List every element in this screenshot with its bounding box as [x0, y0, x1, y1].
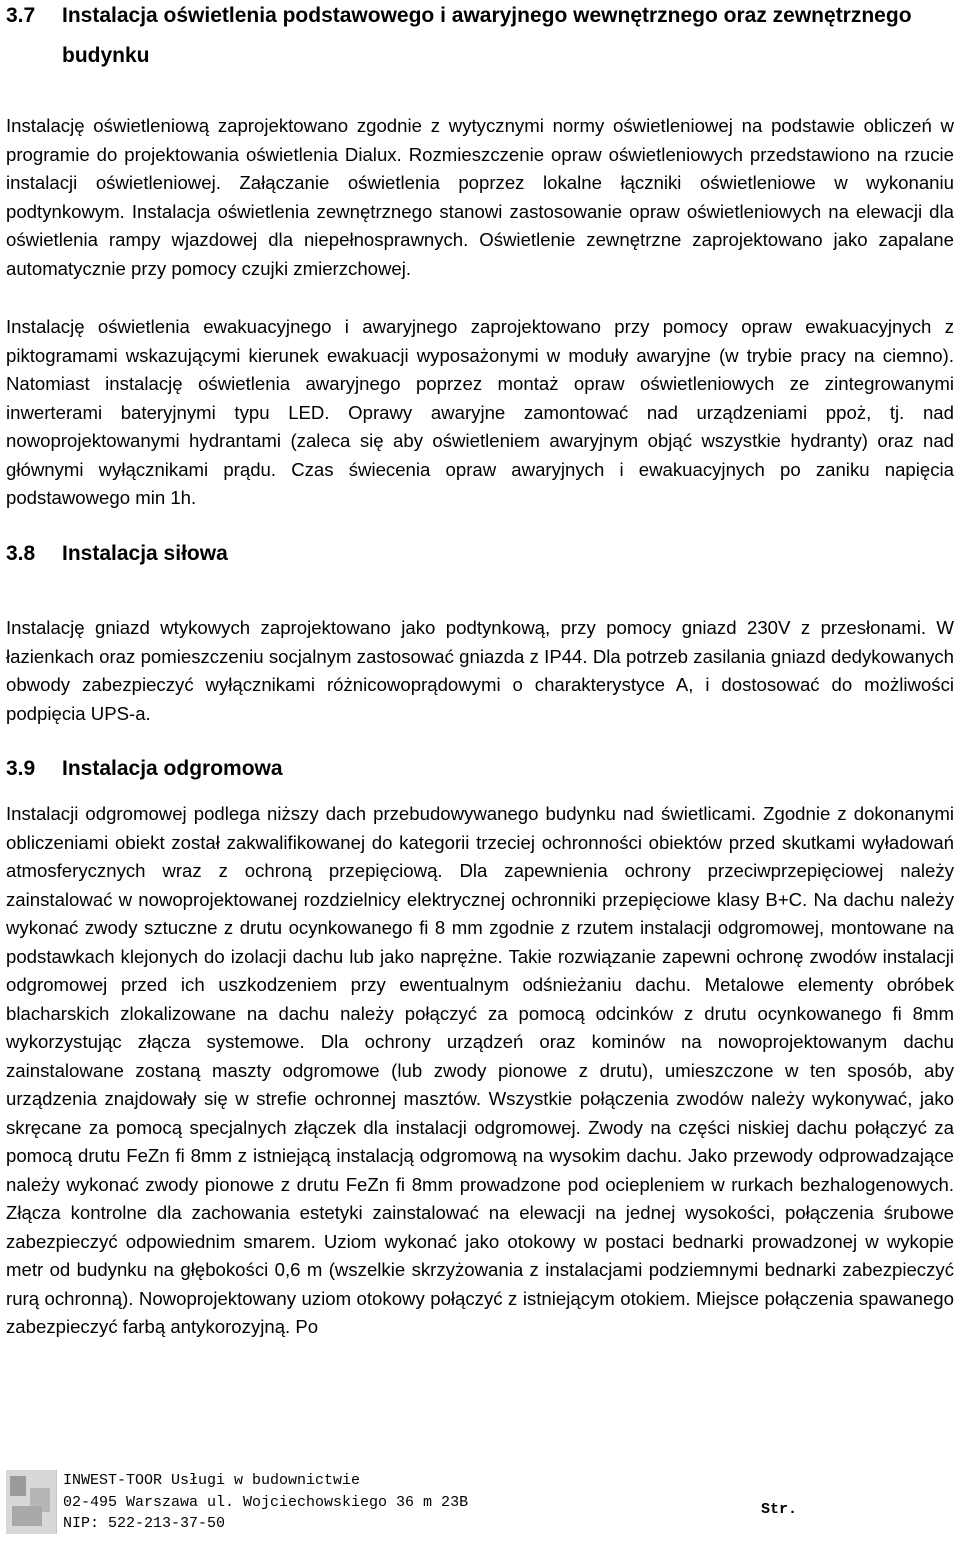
company-logo: [6, 1470, 57, 1534]
page-footer: [6, 1470, 954, 1536]
section-3-8-heading: [6, 534, 228, 574]
paragraph-power-installation: Instalację gniazd wtykowych zaprojektowano jako podtynkową, przy pomocy gniazd 230V z przesłonami. W łazienkach oraz pomieszczeniu socjalnym zastosować gniazda z IP44. Dla potrzeb zasilania gniazd dedykowanych obwody zabezpieczyć wyłącznikami różnicowoprądowymi o charakterystyce A, i dostosować do możliwości podpięcia UPS-a.: [6, 617, 954, 724]
company-nip: NIP: 522-213-37-50: [63, 1515, 226, 1532]
section-number: 3.7: [6, 4, 36, 27]
company-address: 02-495 Warszawa ul. Wojciechowskiego 36 m 23B: [63, 1493, 469, 1511]
section-3-7-heading: [6, 0, 912, 36]
paragraph-emergency-lighting: Instalację oświetlenia ewakuacyjnego i awaryjnego zaprojektowano przy pomocy opraw ewakuacyjnych z piktogramami wskazującymi kierunek ewakuacji wyposażonymi w moduły awaryjne (w trybie pracy na ciemno). Natomiast instalację oświetlenia awaryjnego poprzez montaż opraw oświetleniowych ze zintegrowanymi inwerterami bateryjnymi typu LED. Oprawy awaryjne zamontować nad urządzeniami ppoż, tj. nad nowoprojektowanymi hydrantami (zaleca się aby oświetleniem awaryjnym objąć wszystkie hydranty) oraz nad głównymi wyłącznikami prądu. Czas świecenia opraw awaryjnych i ewakuacyjnych po zaniku napięcia podstawowego min 1h.: [6, 316, 954, 508]
company-name: INWEST-TOOR Usługi w budownictwie: [63, 1472, 361, 1489]
section-number: 3.8: [6, 542, 36, 565]
section-title: Instalacja odgromowa: [62, 757, 283, 780]
section-3-9-heading: [6, 749, 283, 789]
section-3-7-heading-continued: budynku: [62, 44, 150, 67]
page-label: Str.: [761, 1501, 798, 1518]
section-title: Instalacja siłowa: [62, 542, 228, 565]
paragraph-lighting-design: Instalację oświetleniową zaprojektowano zgodnie z wytycznymi normy oświetleniowej na podstawie obliczeń w programie do projektowania oświetlenia Dialux. Rozmieszczenie opraw oświetleniowych przedstawiono na rzucie instalacji oświetleniowej. Załączanie oświetlenia poprzez lokalne łączniki oświetleniowe w wykonaniu podtynkowym. Instalacja oświetlenia zewnętrznego stanowi zastosowanie opraw oświetleniowych na elewacji dla oświetlenia rampy wjazdowej dla niepełnosprawnych. Oświetlenie zewnętrzne zaprojektowano jako zapalane automatycznie przy pomocy czujki zmierzchowej.: [6, 115, 954, 279]
company-info: [63, 1470, 468, 1535]
section-number: 3.9: [6, 757, 36, 780]
paragraph-lightning-protection: Instalacji odgromowej podlega niższy dach przebudowywanego budynku nad świetlicami. Zgodnie z dokonanymi obliczeniami obiekt został zakwalifikowanej do kategorii trzeciej ochronności obiektów przed skutkami wyładowań atmosferycznych wraz z ochroną przepięciową. Dla zapewnienia ochrony przeciwprzepięciowej należy zainstalować w nowoprojektowanej rozdzielnicy elektrycznej ochronniki przepięciowe klasy B+C. Na dachu należy wykonać zwody sztuczne z drutu ocynkowanego fi 8 mm zgodnie z rzutem instalacji odgromowej, montowane na podstawkach klejonych do izolacji dachu lub jako naprężne. Takie rozwiązanie zapewni ochronę zwodów instalacji odgromowej przed ich uszkodzeniem przy ewentualnym odśnieżaniu dachu. Metalowe elementy obróbek blacharskich zlokalizowane na dachu należy połączyć za pomocą odcinków z drutu ocynkowanego fi 8mm wykorzystując złącza systemowe. Dla ochrony urządzeń oraz kominów na nowoprojektowanym dachu zainstalowane zostaną maszty odgromowe (lub zwody pionowe z drutu), umieszczone w ten sposób, aby urządzenia znajdowały się w strefie ochronnej masztów. Wszystkie połączenia zwodów należy wykonywać, jako skręcane za pomocą specjalnych złączek dla instalacji odgromowej. Zwody na części niskiej dachu połączyć za pomocą drutu FeZn fi 8mm z istniejącą instalacją odgromową na wysokim dachu. Jako przewody odprowadzające należy wykonać zwody pionowe z drutu FeZn fi 8mm prowadzone pod ociepleniem w rurkach bezhalogenowych. Złącza kontrolne dla zachowania estetyki zainstalować na elewacji na jednej wysokości, połączenia śrubowe zabezpieczyć odpowiednim smarem. Uziom wykonać jako otokowy w postaci bednarki prowadzonej w wykopie metr od budynku na głębokości 0,6 m (wszelkie skrzyżowania z instalacjami podziemnymi bednarki zabezpieczyć rurą ochronną). Nowoprojektowany uziom otokowy połączyć z istniejącym otokiem. Miejsce połączenia spawanego zabezpieczyć farbą antykorozyjną. Po: [6, 803, 954, 1337]
section-title: Instalacja oświetlenia podstawowego i awaryjnego wewnętrznego oraz zewnętrznego: [62, 4, 912, 27]
